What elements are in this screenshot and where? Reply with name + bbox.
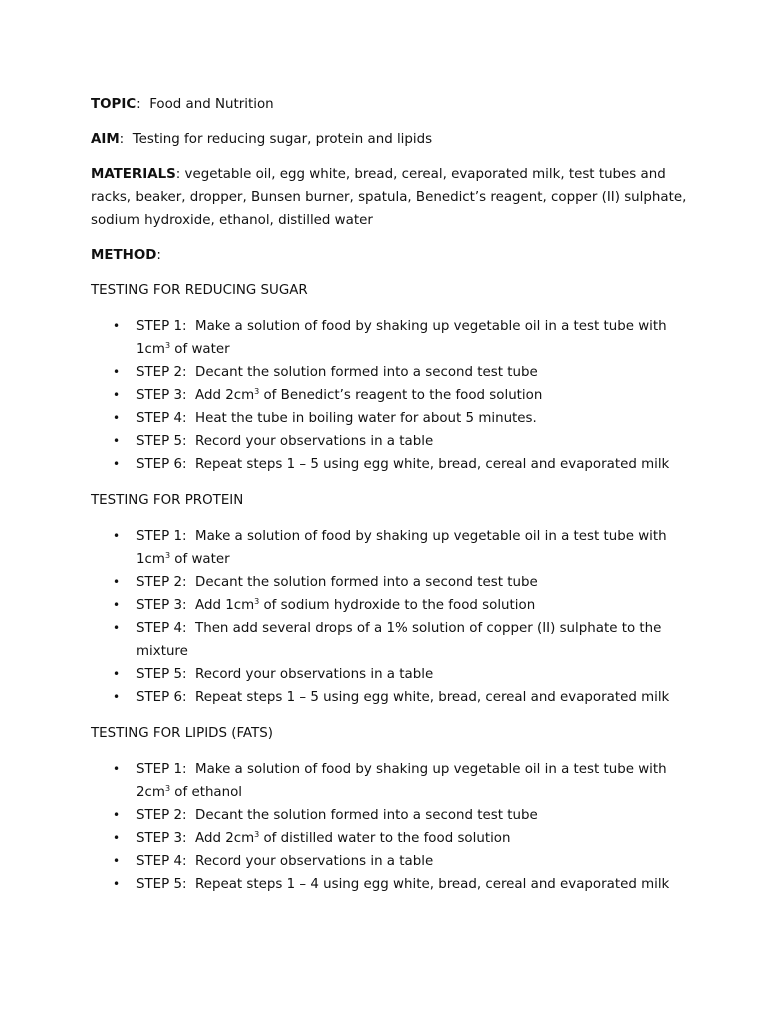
step-gap <box>187 877 196 892</box>
bullet-icon: • <box>113 365 121 379</box>
step-item <box>91 804 691 827</box>
topic-line <box>91 93 691 116</box>
step-gap <box>187 690 196 705</box>
materials-label: MATERIALS <box>91 167 176 182</box>
step-gap <box>187 667 196 682</box>
step-item <box>91 430 691 453</box>
step-item <box>91 663 691 686</box>
bullet-icon: • <box>113 808 121 822</box>
step-gap <box>187 831 196 846</box>
step-item <box>91 315 691 361</box>
step-item <box>91 384 691 407</box>
bullet-icon: • <box>113 529 121 543</box>
step-gap <box>187 854 196 869</box>
step-text: Decant the solution formed into a second test tube <box>195 808 538 823</box>
step-item <box>91 850 691 873</box>
step-number: STEP 5: <box>136 667 187 682</box>
step-text: Repeat steps 1 – 5 using egg white, bread, cereal and evaporated milk <box>195 690 670 705</box>
step-list <box>91 525 691 709</box>
method-line <box>91 244 691 267</box>
step-item <box>91 453 691 476</box>
method-sections <box>91 279 691 896</box>
step-gap <box>187 457 196 472</box>
step-text: Record your observations in a table <box>195 667 434 682</box>
step-text: Heat the tube in boiling water for about 5 minutes. <box>195 411 537 426</box>
step-gap <box>187 621 196 636</box>
step-gap <box>187 529 196 544</box>
step-number: STEP 6: <box>136 690 187 705</box>
step-number: STEP 5: <box>136 434 187 449</box>
step-text: Repeat steps 1 – 5 using egg white, bread, cereal and evaporated milk <box>195 457 670 472</box>
topic-label: TOPIC <box>91 97 137 112</box>
step-number: STEP 1: <box>136 529 187 544</box>
materials-text: vegetable oil, egg white, bread, cereal, evaporated milk, test tubes and racks, beaker, dropper, Bunsen burner, spatula, Benedict’s reagent, copper (II) sulphate, sodium hydroxide, ethanol, distilled water <box>91 167 687 228</box>
step-text: Then add several drops of a 1% solution of copper (II) sulphate to the mixture <box>136 621 662 659</box>
materials-line <box>91 163 691 232</box>
method-colon: : <box>156 248 161 263</box>
step-text-continued: of water <box>170 342 230 357</box>
step-text-continued: of ethanol <box>170 785 243 800</box>
step-superscript: 3 <box>254 387 260 396</box>
bullet-icon: • <box>113 457 121 471</box>
step-number: STEP 4: <box>136 854 187 869</box>
step-superscript: 3 <box>164 784 171 793</box>
bullet-icon: • <box>113 388 121 402</box>
step-item <box>91 873 691 896</box>
method-label: METHOD <box>91 248 157 263</box>
step-text: Make a solution of food by shaking up vegetable oil in a test tube with 1cm <box>136 529 667 567</box>
step-number: STEP 5: <box>136 877 187 892</box>
step-number: STEP 4: <box>136 621 187 636</box>
step-gap <box>187 575 196 590</box>
step-superscript: 3 <box>254 830 260 839</box>
step-text: Add 2cm <box>195 388 255 403</box>
step-number: STEP 2: <box>136 575 187 590</box>
section-heading: TESTING FOR LIPIDS (FATS) <box>91 726 273 741</box>
topic-colon: : <box>136 97 150 112</box>
bullet-icon: • <box>113 667 121 681</box>
topic-text: Food and Nutrition <box>149 97 274 112</box>
step-number: STEP 2: <box>136 808 187 823</box>
step-number: STEP 4: <box>136 411 187 426</box>
step-number: STEP 6: <box>136 457 187 472</box>
step-text: Decant the solution formed into a second test tube <box>195 365 538 380</box>
step-text: Add 2cm <box>195 831 255 846</box>
aim-colon: : <box>119 132 133 147</box>
step-text: Decant the solution formed into a second test tube <box>195 575 538 590</box>
step-gap <box>187 434 196 449</box>
step-number: STEP 3: <box>136 598 187 613</box>
step-item <box>91 407 691 430</box>
step-list <box>91 315 691 476</box>
section-heading: TESTING FOR PROTEIN <box>91 493 244 508</box>
bullet-icon: • <box>113 831 121 845</box>
step-item <box>91 571 691 594</box>
bullet-icon: • <box>113 690 121 704</box>
step-item <box>91 758 691 804</box>
step-number: STEP 3: <box>136 831 187 846</box>
step-item <box>91 525 691 571</box>
bullet-icon: • <box>113 575 121 589</box>
step-number: STEP 1: <box>136 762 187 777</box>
section-heading: TESTING FOR REDUCING SUGAR <box>91 283 308 298</box>
step-gap <box>187 808 196 823</box>
step-superscript: 3 <box>254 597 260 606</box>
step-superscript: 3 <box>164 551 171 560</box>
bullet-icon: • <box>113 434 121 448</box>
step-number: STEP 2: <box>136 365 187 380</box>
step-gap <box>187 598 196 613</box>
step-item <box>91 827 691 850</box>
step-text-continued: of distilled water to the food solution <box>259 831 511 846</box>
aim-line <box>91 128 691 151</box>
step-list <box>91 758 691 896</box>
step-text-continued: of water <box>170 552 230 567</box>
step-gap <box>187 388 196 403</box>
step-text: Make a solution of food by shaking up vegetable oil in a test tube with 1cm <box>136 319 667 357</box>
step-number: STEP 1: <box>136 319 187 334</box>
step-text: Record your observations in a table <box>195 854 434 869</box>
step-text: Repeat steps 1 – 4 using egg white, bread, cereal and evaporated milk <box>195 877 670 892</box>
step-gap <box>187 365 196 380</box>
bullet-icon: • <box>113 598 121 612</box>
document-content <box>91 93 691 909</box>
step-item <box>91 686 691 709</box>
step-text-continued: of Benedict’s reagent to the food solution <box>259 388 543 403</box>
aim-text: Testing for reducing sugar, protein and lipids <box>132 132 433 147</box>
bullet-icon: • <box>113 411 121 425</box>
step-item <box>91 594 691 617</box>
bullet-icon: • <box>113 854 121 868</box>
step-gap <box>187 319 196 334</box>
step-text-continued: of sodium hydroxide to the food solution <box>259 598 536 613</box>
step-item <box>91 361 691 384</box>
step-gap <box>187 762 196 777</box>
materials-colon: : <box>175 167 185 182</box>
step-text: Make a solution of food by shaking up vegetable oil in a test tube with 2cm <box>136 762 667 800</box>
step-text: Record your observations in a table <box>195 434 434 449</box>
step-gap <box>187 411 196 426</box>
bullet-icon: • <box>113 319 121 333</box>
bullet-icon: • <box>113 762 121 776</box>
bullet-icon: • <box>113 621 121 635</box>
step-text: Add 1cm <box>195 598 255 613</box>
aim-label: AIM <box>91 132 120 147</box>
step-superscript: 3 <box>164 341 171 350</box>
bullet-icon: • <box>113 877 121 891</box>
step-number: STEP 3: <box>136 388 187 403</box>
step-item <box>91 617 691 663</box>
